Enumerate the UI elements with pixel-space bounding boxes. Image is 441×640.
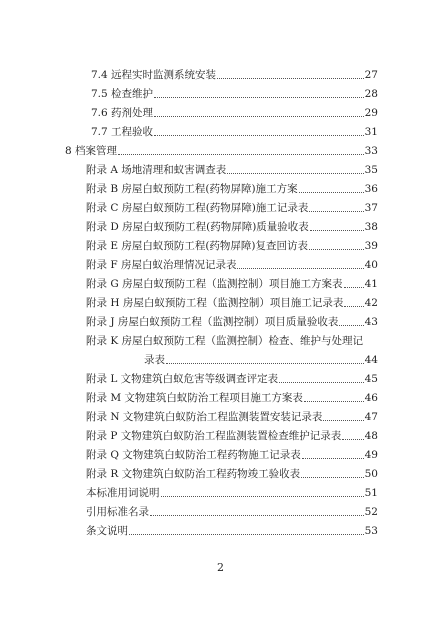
leader-dots <box>118 154 364 155</box>
toc-entry-label: 7.7 工程验收 <box>91 126 154 138</box>
toc-entry-label: 附录 E 房屋白蚁预防工程(药物屏障)复查回访表 <box>86 240 309 252</box>
toc-entry[interactable] <box>86 309 378 329</box>
toc-entry-page: 52 <box>364 506 378 518</box>
toc-entry-label: 附录 B 房屋白蚁预防工程(药物屏障)施工方案 <box>86 183 298 195</box>
toc-entry-label: 7.5 检查维护 <box>91 88 154 100</box>
toc-entry-label: 录表 <box>144 354 165 366</box>
leader-dots <box>227 173 363 174</box>
toc-entry-page: 49 <box>364 449 378 461</box>
toc-entry-page: 40 <box>364 259 378 271</box>
toc-entry[interactable] <box>86 518 378 538</box>
toc-entry[interactable] <box>86 233 378 253</box>
leader-dots <box>237 268 363 269</box>
leader-dots <box>310 230 364 231</box>
leader-dots <box>304 401 364 402</box>
toc-entry-page: 29 <box>364 107 378 119</box>
toc-entry-page: 43 <box>364 316 378 328</box>
toc-entry-label: 附录 N 文物建筑白蚁防治工程监测装置安装记录表 <box>86 411 323 423</box>
leader-dots <box>342 439 363 440</box>
toc-entry[interactable] <box>86 176 378 196</box>
toc-entry-label: 条文说明 <box>86 525 128 537</box>
toc-entry-page: 50 <box>364 468 378 480</box>
toc-entry-page: 53 <box>364 525 378 537</box>
leader-dots <box>309 249 364 250</box>
toc-entry[interactable] <box>86 442 378 462</box>
toc-entry-label: 附录 H 房屋白蚁预防工程（监测控制）项目施工记录表 <box>86 297 344 309</box>
toc-entry-page: 47 <box>364 411 378 423</box>
leader-dots <box>344 287 364 288</box>
toc-entry[interactable] <box>91 62 378 82</box>
toc-entry[interactable] <box>86 499 378 519</box>
toc-entry-label: 本标准用词说明 <box>86 487 160 499</box>
leader-dots <box>302 458 364 459</box>
toc-entry-page: 33 <box>364 145 378 157</box>
leader-dots <box>154 97 364 98</box>
toc-entry-label: 附录 K 房屋白蚁预防工程（监测控制）检查、维护与处理记 <box>86 335 364 347</box>
leader-dots <box>150 515 364 516</box>
leader-dots <box>154 135 364 136</box>
toc-entry-page: 41 <box>364 278 378 290</box>
toc-entry[interactable] <box>86 328 378 348</box>
toc-entry[interactable] <box>91 119 378 139</box>
toc-entry-label: 附录 G 房屋白蚁预防工程（监测控制）项目施工方案表 <box>86 278 343 290</box>
leader-dots <box>299 192 364 193</box>
toc-entry-label: 附录 D 房屋白蚁预防工程(药物屏障)质量验收表 <box>86 221 309 233</box>
toc-entry[interactable] <box>86 271 378 291</box>
toc-entry-label: 附录 C 房屋白蚁预防工程(药物屏障)施工记录表 <box>86 202 309 214</box>
toc-entry-page: 35 <box>364 164 378 176</box>
leader-dots <box>154 116 364 117</box>
toc-entry[interactable] <box>86 290 378 310</box>
toc-entry-page: 45 <box>364 373 378 385</box>
leader-dots <box>339 325 363 326</box>
toc-entry-page: 38 <box>364 221 378 233</box>
toc-entry-label: 7.6 药剂处理 <box>91 107 154 119</box>
page-number: 2 <box>217 561 224 574</box>
toc-entry-label: 附录 Q 文物建筑白蚁防治工程药物施工记录表 <box>86 449 301 461</box>
toc-entry-page: 31 <box>364 126 378 138</box>
toc-entry-label: 附录 L 文物建筑白蚁危害等级调查评定表 <box>86 373 279 385</box>
toc-entry[interactable] <box>65 138 378 158</box>
toc-entry-page: 37 <box>364 202 378 214</box>
toc-entry-label: 附录 R 文物建筑白蚁防治工程药物竣工验收表 <box>86 468 301 480</box>
leader-dots <box>301 477 364 478</box>
toc-entry-page: 36 <box>364 183 378 195</box>
toc-entry-label: 附录 F 房屋白蚁治理情况记录表 <box>86 259 237 271</box>
toc-entry-label: 引用标准名录 <box>86 506 149 518</box>
toc-entry[interactable] <box>86 404 378 424</box>
toc-entry-page: 48 <box>364 430 378 442</box>
toc-entry[interactable] <box>86 423 378 443</box>
toc-entry-label: 附录 M 文物建筑白蚁防治工程项目施工方案表 <box>86 392 303 404</box>
toc-entry-continuation[interactable] <box>144 347 378 367</box>
toc-entry[interactable] <box>86 252 378 272</box>
leader-dots <box>309 211 363 212</box>
toc-entry-page: 39 <box>364 240 378 252</box>
toc-entry-page: 44 <box>364 354 378 366</box>
leader-dots <box>217 78 364 79</box>
toc-entry-label: 附录 J 房屋白蚁预防工程（监测控制）项目质量验收表 <box>86 316 339 328</box>
leader-dots <box>161 496 364 497</box>
leader-dots <box>323 420 363 421</box>
toc-entry-page: 27 <box>364 69 378 81</box>
toc-entry-label: 附录 P 文物建筑白蚁防治工程监测装置检查维护记录表 <box>86 430 342 442</box>
leader-dots <box>129 534 364 535</box>
leader-dots <box>166 363 364 364</box>
toc-entry[interactable] <box>86 214 378 234</box>
toc-entry[interactable] <box>86 461 378 481</box>
toc-entry-page: 42 <box>364 297 378 309</box>
toc-entry-page: 46 <box>364 392 378 404</box>
toc-entry-label: 7.4 远程实时监测系统安装 <box>91 69 217 81</box>
leader-dots <box>344 306 363 307</box>
toc-entry[interactable] <box>91 81 378 101</box>
toc-entry[interactable] <box>91 100 378 120</box>
toc-entry[interactable] <box>86 366 378 386</box>
leader-dots <box>279 382 363 383</box>
toc-entry[interactable] <box>86 480 378 500</box>
toc-entry-page: 28 <box>364 88 378 100</box>
toc-entry-label: 8 档案管理 <box>65 145 118 157</box>
toc-entry[interactable] <box>86 385 378 405</box>
toc-entry[interactable] <box>86 195 378 215</box>
toc-entry-label: 附录 A 场地清理和蚁害调查表 <box>86 164 227 176</box>
toc-entry-page: 51 <box>364 487 378 499</box>
toc-entry[interactable] <box>86 157 378 177</box>
